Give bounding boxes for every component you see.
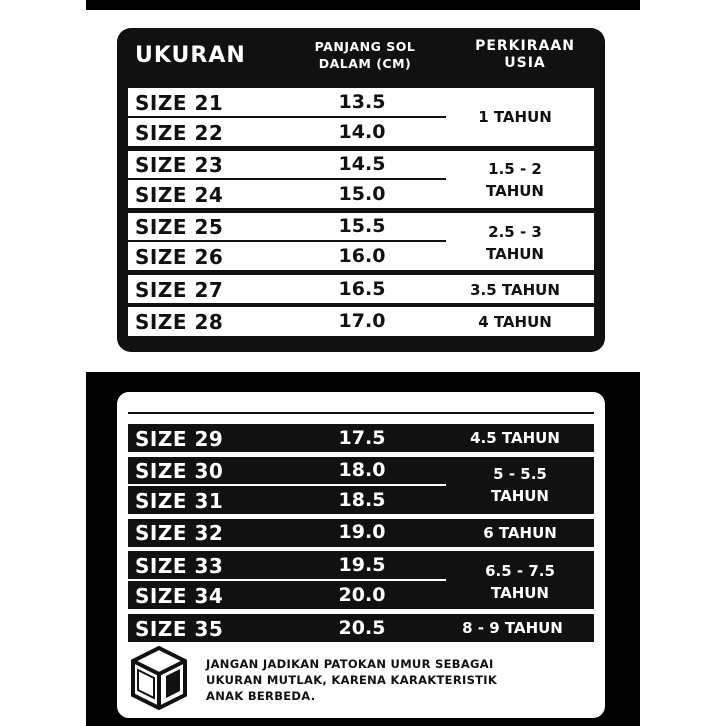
age-text: 4 TAHUN <box>478 313 552 331</box>
length-cell: 16.5 <box>338 278 386 300</box>
age-cell <box>450 560 590 604</box>
size-cell: SIZE 21 <box>135 91 224 115</box>
age-text: 6 TAHUN <box>483 524 557 542</box>
header-length <box>290 38 440 72</box>
length-cell: 19.5 <box>338 554 386 576</box>
length-cell: 16.0 <box>338 245 386 267</box>
age-text: 1 TAHUN <box>478 108 552 126</box>
age-cell <box>450 106 580 128</box>
size-cell: SIZE 23 <box>135 153 224 177</box>
length-cell: 19.0 <box>338 521 386 543</box>
age-cell <box>445 522 595 544</box>
length-cell: 15.5 <box>338 215 386 237</box>
size-cell: SIZE 24 <box>135 183 224 207</box>
size-cell: SIZE 35 <box>135 617 224 641</box>
row-divider <box>128 240 446 242</box>
size-cell: SIZE 32 <box>135 521 224 545</box>
age-cell <box>430 617 595 639</box>
size-cell: SIZE 33 <box>135 554 224 578</box>
length-cell: 15.0 <box>338 183 386 205</box>
age-cell <box>435 427 595 449</box>
age-text: 8 - 9 TAHUN <box>462 619 563 637</box>
note-line: UKURAN MUTLAK, KARENA KARAKTERISTIK <box>206 673 498 687</box>
age-text: TAHUN <box>486 245 544 263</box>
age-text: 5 - 5.5 <box>493 465 547 483</box>
age-text: 4.5 TAHUN <box>470 429 560 447</box>
header-age-line2: USIA <box>504 55 546 71</box>
size-cell: SIZE 30 <box>135 459 224 483</box>
note-line: ANAK BERBEDA. <box>206 689 316 703</box>
header-length-line1: PANJANG SOL <box>314 39 416 54</box>
size-cell: SIZE 26 <box>135 245 224 269</box>
size-cell: SIZE 28 <box>135 310 224 334</box>
length-cell: 20.5 <box>338 617 386 639</box>
length-cell: 13.5 <box>338 91 386 113</box>
length-cell: 18.5 <box>338 489 386 511</box>
age-text: 3.5 TAHUN <box>470 281 560 299</box>
row-divider <box>128 579 446 581</box>
disclaimer-note <box>206 656 596 704</box>
length-cell: 17.0 <box>338 310 386 332</box>
length-cell: 14.5 <box>338 153 386 175</box>
age-cell <box>450 311 580 333</box>
header-age-line1: PERKIRAAN <box>475 38 575 54</box>
row-divider <box>128 116 446 118</box>
age-text: TAHUN <box>491 487 549 505</box>
size-cell: SIZE 27 <box>135 278 224 302</box>
right-border <box>640 0 726 726</box>
top-border <box>86 0 640 10</box>
age-text: TAHUN <box>491 584 549 602</box>
box-logo-icon <box>130 646 188 710</box>
length-cell: 14.0 <box>338 121 386 143</box>
header-size: UKURAN <box>135 43 246 68</box>
age-text: 1.5 - 2 <box>488 160 542 178</box>
age-text: 2.5 - 3 <box>488 223 542 241</box>
age-text: 6.5 - 7.5 <box>485 562 555 580</box>
row-divider <box>128 484 446 486</box>
length-cell: 20.0 <box>338 584 386 606</box>
age-cell <box>440 279 590 301</box>
left-border <box>0 0 86 726</box>
row-divider <box>128 178 446 180</box>
age-text: TAHUN <box>486 182 544 200</box>
length-cell: 17.5 <box>338 427 386 449</box>
age-cell <box>450 221 580 265</box>
age-cell <box>450 463 590 507</box>
length-cell: 18.0 <box>338 459 386 481</box>
header-length-line2: DALAM (CM) <box>318 56 412 71</box>
age-cell <box>450 158 580 202</box>
size-cell: SIZE 31 <box>135 489 224 513</box>
note-line: JANGAN JADIKAN PATOKAN UMUR SEBAGAI <box>206 657 494 671</box>
header-divider <box>128 412 594 414</box>
size-cell: SIZE 25 <box>135 215 224 239</box>
header-age <box>455 38 595 72</box>
size-cell: SIZE 29 <box>135 427 224 451</box>
size-cell: SIZE 34 <box>135 584 224 608</box>
size-cell: SIZE 22 <box>135 121 224 145</box>
